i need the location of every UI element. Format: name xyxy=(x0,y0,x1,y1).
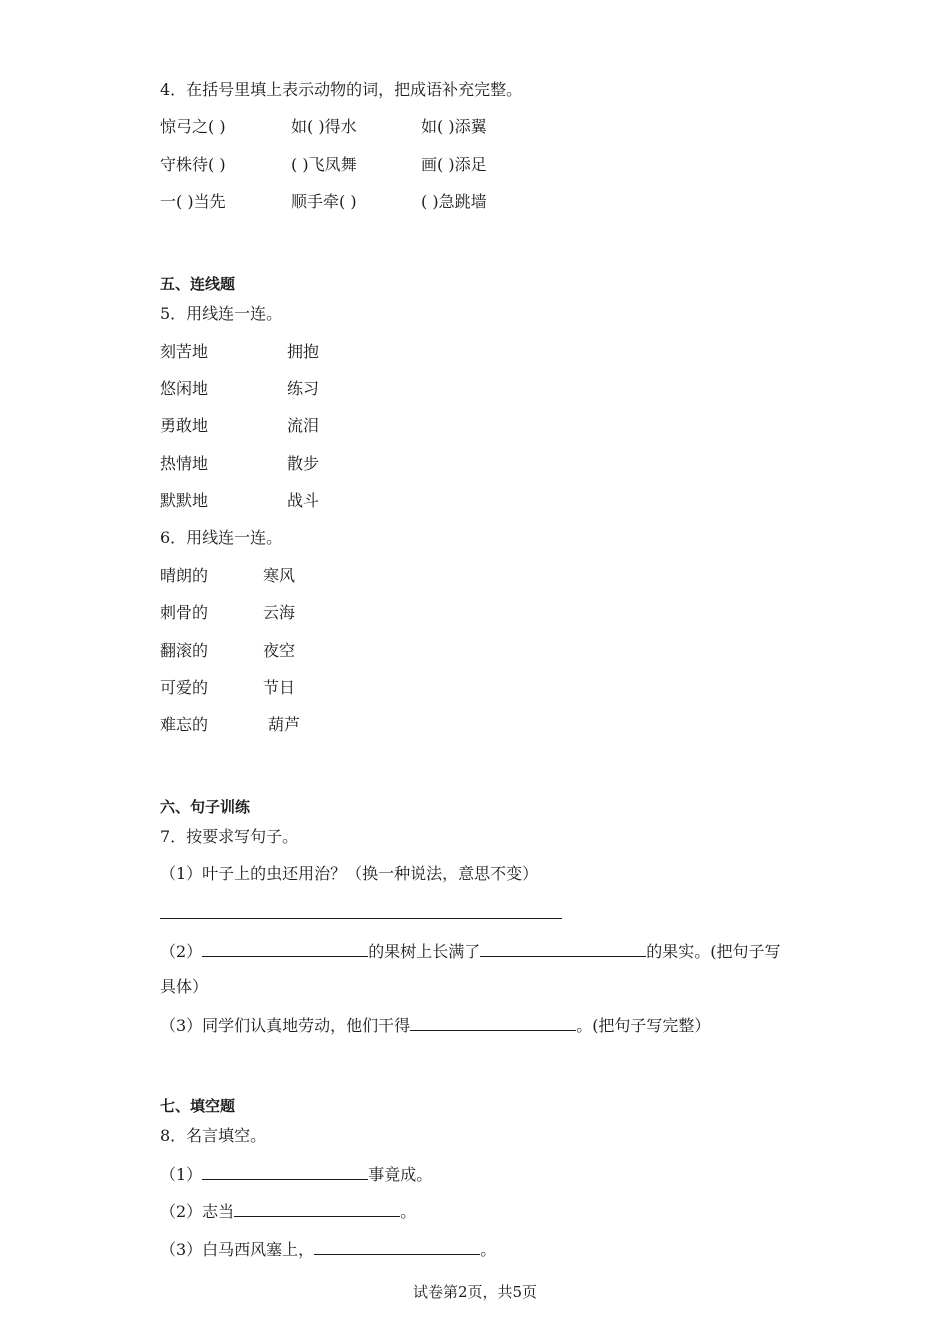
fill-blank[interactable] xyxy=(234,1200,400,1217)
q6-left-item: 晴朗的 xyxy=(160,566,209,585)
q7-s2-middle: 的果树上长满了 xyxy=(368,942,481,961)
q5-left-item: 刻苦地 xyxy=(160,342,209,361)
q8-prompt: 8．名言填空。 xyxy=(160,1126,267,1145)
q5-left-item: 勇敢地 xyxy=(160,416,209,435)
q7-sentence-2 xyxy=(160,940,780,962)
q7-s2-suffix: 的果实。(把句子写 xyxy=(646,942,781,961)
q7-sentence-3 xyxy=(160,1014,710,1036)
q8-s2-suffix: 。 xyxy=(400,1202,417,1221)
idiom-1-2: 如( )得水 xyxy=(291,117,357,136)
q5-right-item: 散步 xyxy=(287,454,320,473)
section-7-heading: 七、填空题 xyxy=(160,1097,236,1115)
idiom-3-2: 顺手牵( ) xyxy=(291,192,357,211)
q6-right-item: 寒风 xyxy=(263,566,296,585)
q5-right-item: 战斗 xyxy=(287,491,320,510)
section-6-heading: 六、句子训练 xyxy=(160,798,251,816)
q6-prompt: 6．用线连一连。 xyxy=(160,528,283,547)
q8-s3-prefix: （3）白马西风塞上， xyxy=(160,1240,315,1259)
q6-right-item: 节日 xyxy=(263,678,296,697)
q5-left-item: 悠闲地 xyxy=(160,379,209,398)
idiom-1-1: 惊弓之( ) xyxy=(160,117,226,136)
page-footer: 试卷第2页，共5页 xyxy=(412,1283,538,1301)
q5-left-item: 默默地 xyxy=(160,491,209,510)
q8-s3-suffix: 。 xyxy=(480,1240,497,1259)
idiom-3-3: ( )急跳墙 xyxy=(421,192,487,211)
q8-s1-prefix: （1） xyxy=(160,1165,203,1184)
q7-s3-suffix: 。(把句子写完整） xyxy=(576,1016,711,1035)
q8-sentence-1 xyxy=(160,1163,432,1185)
q8-sentence-3 xyxy=(160,1238,496,1260)
q7-sentence-2-cont: 具体） xyxy=(160,977,209,996)
section-5-heading: 五、连线题 xyxy=(160,275,236,293)
fill-blank[interactable] xyxy=(202,1163,368,1180)
q5-left-item: 热情地 xyxy=(160,454,209,473)
q6-right-item: 葫芦 xyxy=(268,715,301,734)
q7-s2-prefix: （2） xyxy=(160,942,203,961)
fill-blank[interactable] xyxy=(410,1014,576,1031)
q8-sentence-2 xyxy=(160,1200,416,1222)
q5-prompt: 5．用线连一连。 xyxy=(160,304,283,323)
q6-left-item: 可爱的 xyxy=(160,678,209,697)
q6-right-item: 夜空 xyxy=(263,641,296,660)
fill-blank[interactable] xyxy=(314,1238,480,1255)
idiom-2-1: 守株待( ) xyxy=(160,155,226,174)
q5-right-item: 流泪 xyxy=(287,416,320,435)
q7-sentence-1: （1）叶子上的虫还用治？（换一种说法，意思不变） xyxy=(160,864,539,883)
q5-right-item: 拥抱 xyxy=(287,342,320,361)
q6-right-item: 云海 xyxy=(263,603,296,622)
q6-left-item: 翻滚的 xyxy=(160,641,209,660)
idiom-2-3: 画( )添足 xyxy=(421,155,487,174)
idiom-1-3: 如( )添翼 xyxy=(421,117,487,136)
idiom-3-1: 一( )当先 xyxy=(160,192,226,211)
q6-left-item: 刺骨的 xyxy=(160,603,209,622)
answer-line[interactable] xyxy=(160,918,562,919)
idiom-2-2: ( )飞凤舞 xyxy=(291,155,357,174)
q7-s3-prefix: （3）同学们认真地劳动，他们干得 xyxy=(160,1016,411,1035)
q6-left-item: 难忘的 xyxy=(160,715,209,734)
q4-prompt: 4．在括号里填上表示动物的词，把成语补充完整。 xyxy=(160,80,523,99)
fill-blank[interactable] xyxy=(202,940,368,957)
q7-prompt: 7．按要求写句子。 xyxy=(160,827,299,846)
q5-right-item: 练习 xyxy=(287,379,320,398)
q8-s1-suffix: 事竟成。 xyxy=(368,1165,433,1184)
fill-blank[interactable] xyxy=(480,940,646,957)
q8-s2-prefix: （2）志当 xyxy=(160,1202,235,1221)
